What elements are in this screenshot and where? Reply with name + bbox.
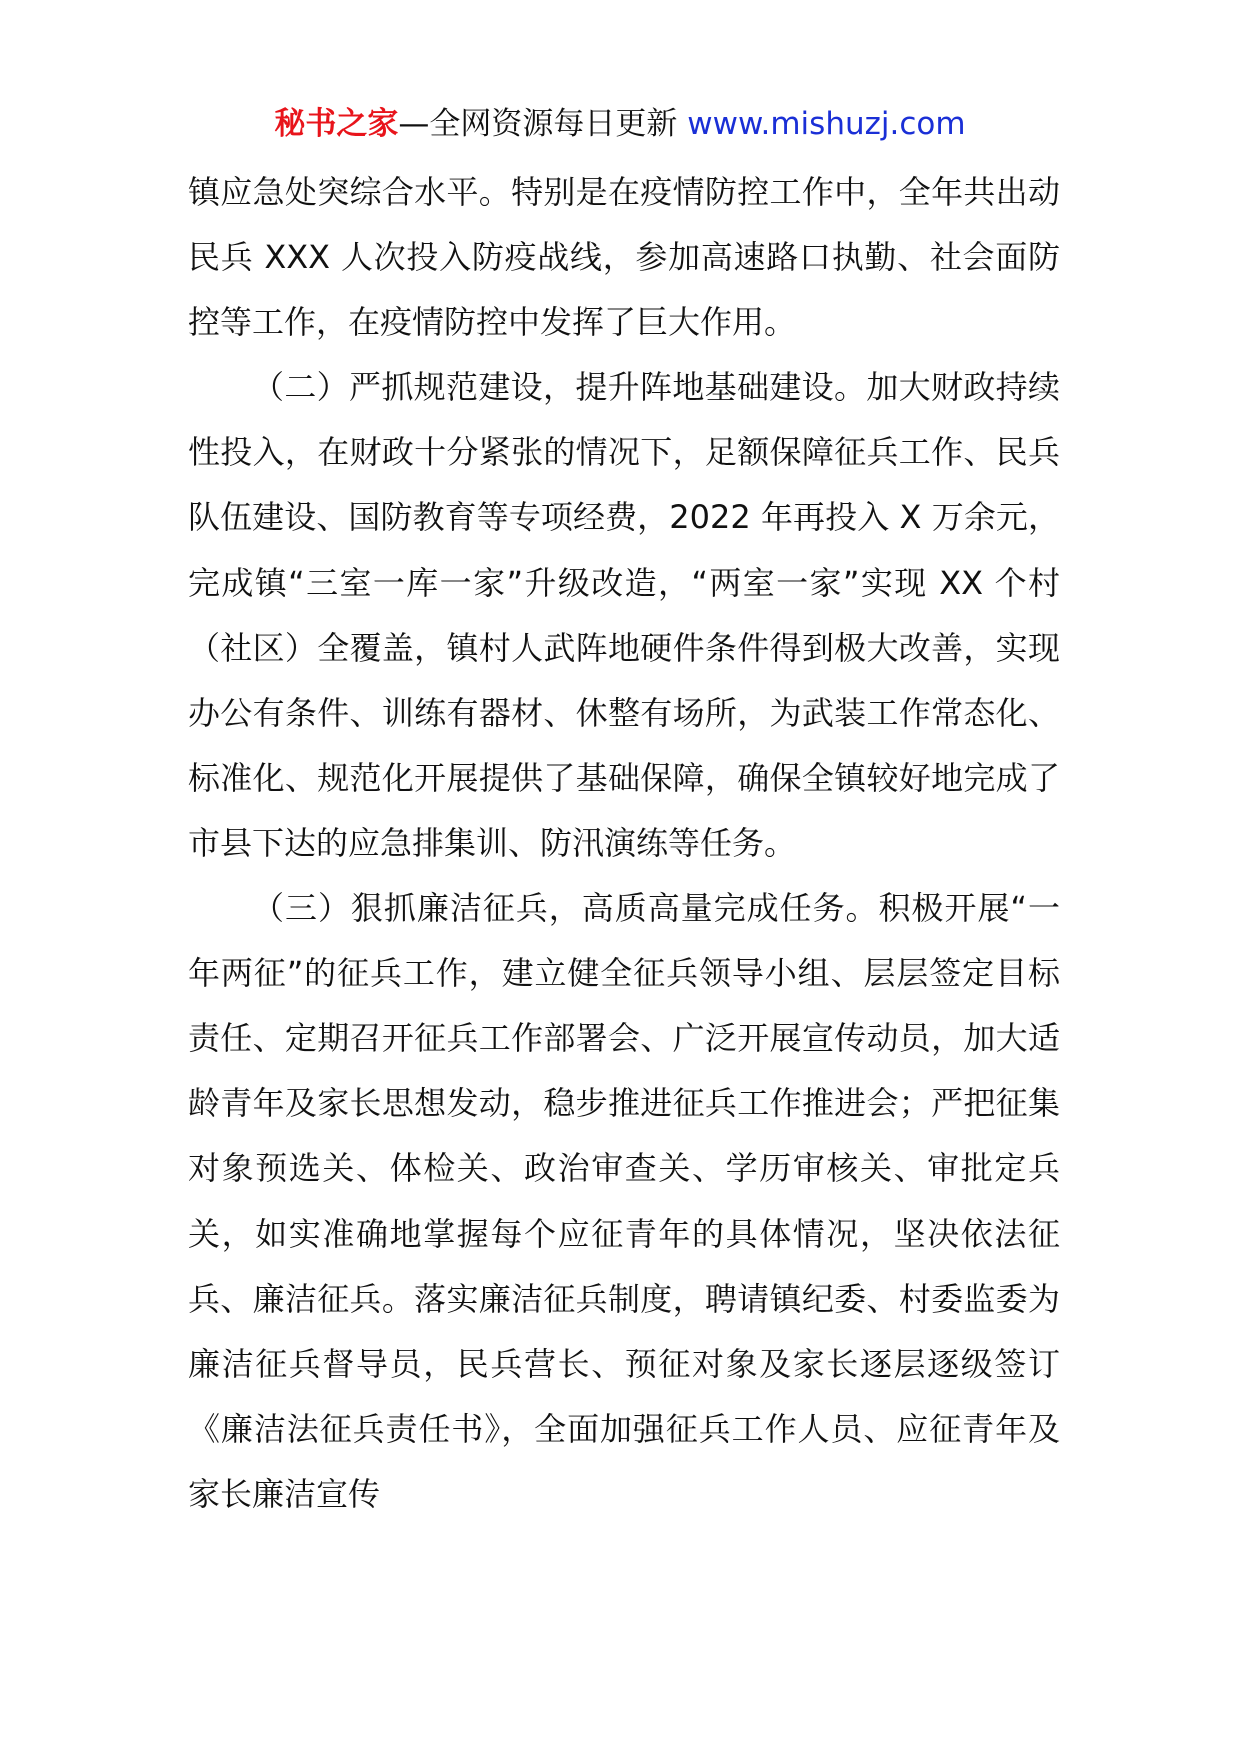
site-header bbox=[0, 100, 1240, 148]
site-tagline: —全网资源每日更新 bbox=[398, 106, 678, 142]
site-brand: 秘书之家 bbox=[274, 106, 399, 142]
paragraph-section-2: （二）严抓规范建设，提升阵地基础建设。加大财政持续性投入，在财政十分紧张的情况下，足额保障征兵工作、民兵队伍建设、国防教育等专项经费，2022 年再投入 X 万余元，完成镇“三室一库一家”升级改造，“两室一家”实现 XX 个村（社区）全覆盖，镇村人武阵地硬件条件得到极大改善，实现办公有条件、训练有器材、休整有场所，为武装工作常态化、标准化、规范化开展提供了基础保障，确保全镇较好地完成了市县下达的应急排集训、防汛演练等任务。 bbox=[188, 368, 1060, 862]
site-url[interactable]: www.mishuzj.com bbox=[687, 106, 966, 142]
paragraph-continuation: 镇应急处突综合水平。特别是在疫情防控工作中，全年共出动民兵 XXX 人次投入防疫战线，参加高速路口执勤、社会面防控等工作，在疫情防控中发挥了巨大作用。 bbox=[188, 173, 1060, 342]
document-body bbox=[188, 160, 1060, 1527]
paragraph-section-3: （三）狠抓廉洁征兵，高质高量完成任务。积极开展“一年两征”的征兵工作，建立健全征兵领导小组、层层签定目标责任、定期召开征兵工作部署会、广泛开展宣传动员，加大适龄青年及家长思想发动，稳步推进征兵工作推进会；严把征集对象预选关、体检关、政治审查关、学历审核关、审批定兵关，如实准确地掌握每个应征青年的具体情况，坚决依法征兵、廉洁征兵。落实廉洁征兵制度，聘请镇纪委、村委监委为廉洁征兵督导员，民兵营长、预征对象及家长逐层逐级签订《廉洁法征兵责任书》，全面加强征兵工作人员、应征青年及家长廉洁宣传 bbox=[188, 889, 1060, 1513]
